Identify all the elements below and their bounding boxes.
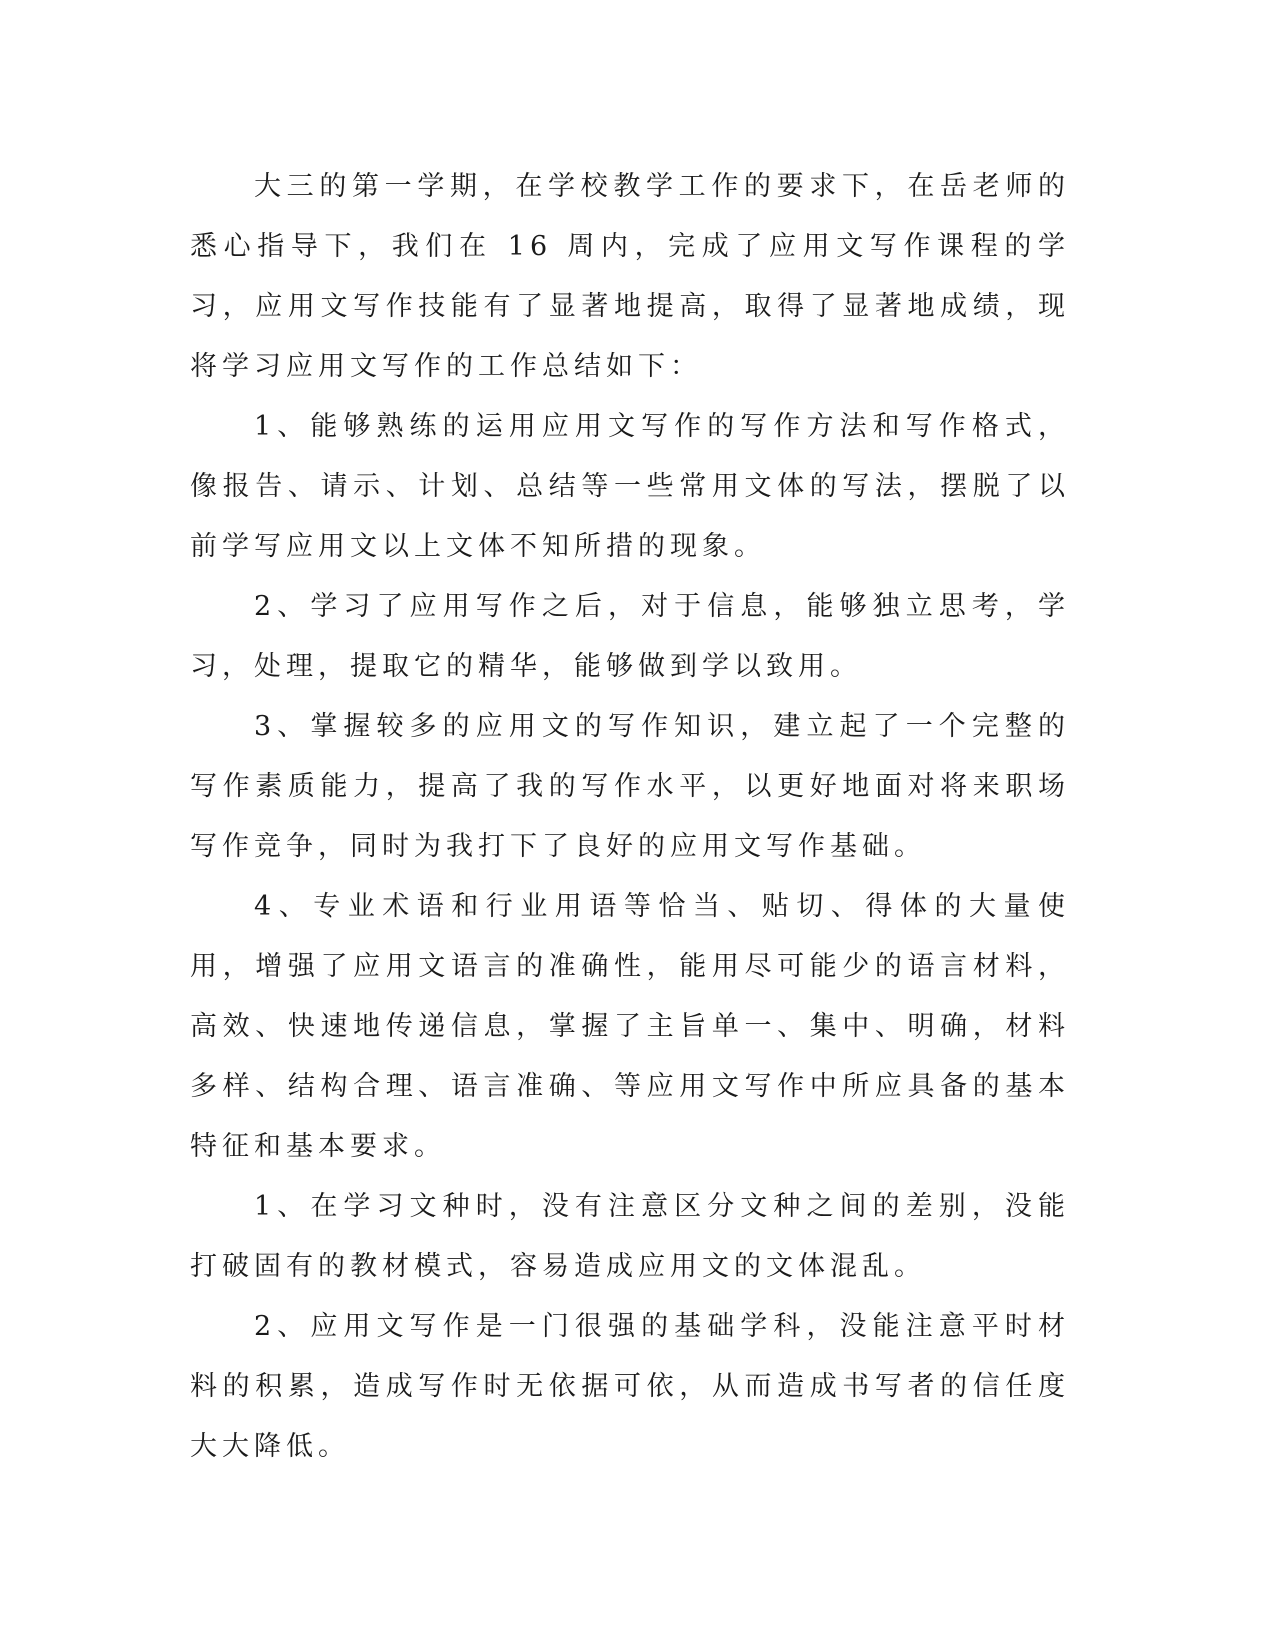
paragraph-shortcoming-2: 2、应用文写作是一门很强的基础学科，没能注意平时材料的积累，造成写作时无依据可依，从而造成书写者的信任度大大降低。	[190, 1311, 1070, 1462]
paragraph-gain-1: 1、能够熟练的运用应用文写作的写作方法和写作格式，像报告、请示、计划、总结等一些常用文体的写法，摆脱了以前学写应用文以上文体不知所措的现象。	[190, 411, 1070, 562]
paragraph-shortcoming-1: 1、在学习文种时，没有注意区分文种之间的差别，没能打破固有的教材模式，容易造成应用文的文体混乱。	[190, 1191, 1070, 1282]
paragraph-gain-2: 2、学习了应用写作之后，对于信息，能够独立思考，学习，处理，提取它的精华，能够做到学以致用。	[190, 591, 1070, 682]
paragraph-intro: 大三的第一学期，在学校教学工作的要求下，在岳老师的悉心指导下，我们在 16 周内，完成了应用文写作课程的学习，应用文写作技能有了显著地提高，取得了显著地成绩，现将学习应用文写作的工作总结如下：	[190, 171, 1070, 382]
paragraph-gain-4: 4、专业术语和行业用语等恰当、贴切、得体的大量使用，增强了应用文语言的准确性，能用尽可能少的语言材料，高效、快速地传递信息，掌握了主旨单一、集中、明确，材料多样、结构合理、语言准确、等应用文写作中所应具备的基本特征和基本要求。	[190, 891, 1070, 1162]
document-body	[190, 157, 1070, 1477]
paragraph-gain-3: 3、掌握较多的应用文的写作知识，建立起了一个完整的写作素质能力，提高了我的写作水平，以更好地面对将来职场写作竞争，同时为我打下了良好的应用文写作基础。	[190, 711, 1070, 862]
